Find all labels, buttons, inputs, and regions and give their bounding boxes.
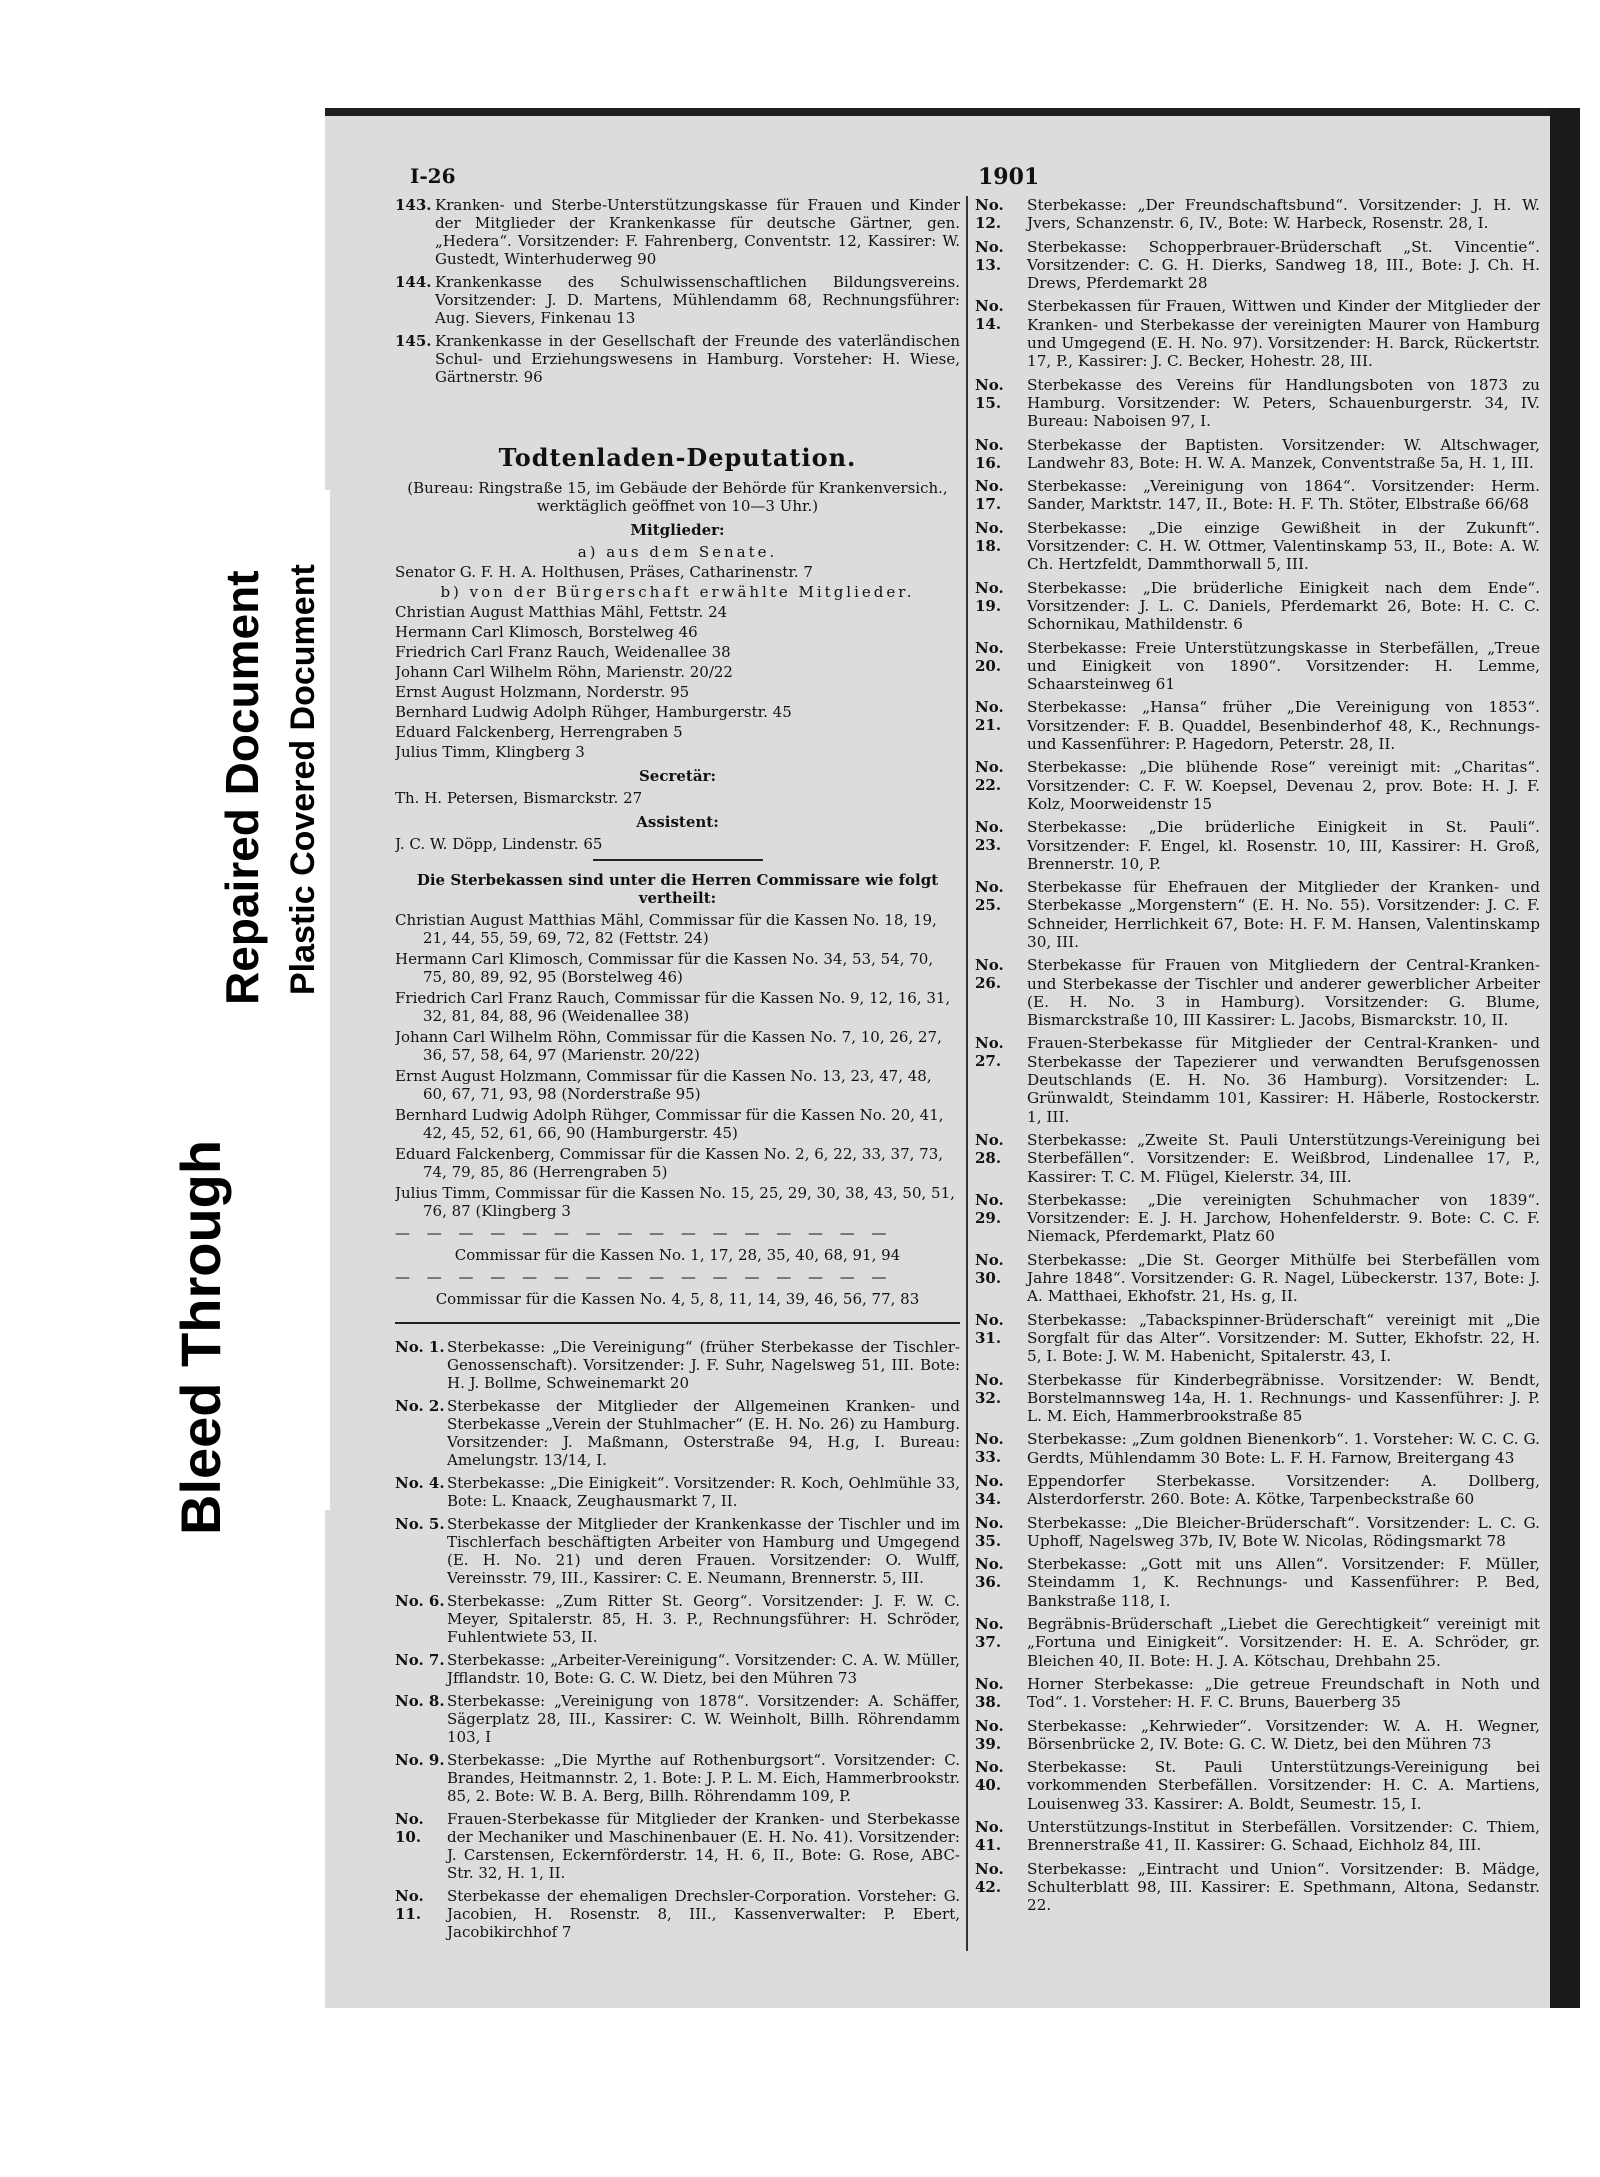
entry-text: Begräbnis-Brüderschaft „Liebet die Gerechtigkeit“ vereinigt mit „Fortuna und Einigkeit“. Vorsitzender: H. E. A. Schröder, gr. Bleichen 40, II. Bote: H. J. A. Kötschau, Drehbahn 25.: [1027, 1615, 1540, 1670]
left-top-entries: [395, 196, 960, 386]
list-entry: [975, 818, 1540, 873]
right-column: [975, 196, 1540, 1956]
list-entry: [395, 1515, 960, 1587]
entry-number: No. 13.: [975, 237, 1004, 274]
entry-text: Horner Sterbekasse: „Die getreue Freundschaft in Noth und Tod“. 1. Vorsteher: H. F. C. Bruns, Bauerberg 35: [1027, 1674, 1540, 1712]
list-entry: [975, 297, 1540, 370]
entry-text: Sterbekasse: „Die Vereinigung“ (früher Sterbekasse der Tischler-Genossenschaft). Vorsitzender: J. F. Suhr, Nagelsweg 51, III. Bote: H. J. Bollme, Schweinemarkt 20: [447, 1337, 960, 1392]
list-entry: [975, 376, 1540, 431]
entry-number: No. 7.: [395, 1650, 445, 1669]
commissioners-heading: Die Sterbekassen sind unter die Herren Commissare wie folgt vertheilt:: [416, 870, 939, 907]
entry-text: Sterbekasse: „Vereinigung von 1864“. Vorsitzender: Herm. Sander, Marktstr. 147, II., Bote: H. F. Th. Stöter, Elbstraße 66/68: [1027, 477, 1540, 514]
list-entry: [395, 1887, 960, 1941]
column-divider: [966, 196, 968, 1951]
entry-number: No. 20.: [975, 638, 1004, 675]
entry-number: No. 19.: [975, 578, 1004, 615]
left-kasse-entries: [395, 1338, 960, 1941]
list-entry: [395, 1474, 960, 1510]
entry-number: No. 35.: [975, 1513, 1004, 1550]
list-entry: [395, 1692, 960, 1746]
members-list: [395, 603, 960, 761]
list-entry: [975, 519, 1540, 574]
list-entry: [975, 1860, 1540, 1915]
right-kasse-entries: [975, 196, 1540, 1915]
entry-number: No. 5.: [395, 1514, 445, 1533]
entry-text: Sterbekasse: „Die brüderliche Einigkeit in St. Pauli“. Vorsitzender: F. Engel, kl. Rosenstr. 10, III, Kassirer: H. Groß, Brennerstr. 10, P.: [1027, 818, 1540, 873]
entry-number: No. 16.: [975, 435, 1004, 472]
entry-text: Sterbekasse: „Die St. Georger Mithülfe bei Sterbefällen vom Jahre 1848“. Vorsitzender: G. R. Nagel, Lübeckerstr. 137, Bote: J. A. Matthaei, Ekhofstr. 21, Hs. g, II.: [1027, 1250, 1540, 1306]
entry-text: Sterbekasse: „Die einzige Gewißheit in der Zukunft“. Vorsitzender: C. H. W. Ottmer, Valentinskamp 53, II., Bote: A. W. Ch. Hertzfeldt, Dammthorwall 5, III.: [1027, 518, 1540, 574]
list-entry: [975, 1251, 1540, 1306]
entry-number: No. 30.: [975, 1250, 1004, 1287]
entry-number: 143.: [395, 196, 432, 214]
members-heading: Mitglieder:: [630, 520, 725, 539]
commissioner-line: Bernhard Ludwig Adolph Rühger, Commissar für die Kassen No. 20, 41, 42, 45, 52, 61, 66, 90 (Hamburgerstr. 45): [395, 1105, 944, 1142]
commissioner-line: Julius Timm, Commissar für die Kassen No. 15, 25, 29, 30, 38, 43, 50, 51, 76, 87 (Klingberg 3: [395, 1183, 955, 1220]
entry-text: Sterbekasse: Schopperbrauer-Brüderschaft „St. Vincentie“. Vorsitzender: C. G. H. Dierks, Sandweg 18, III., Bote: J. Ch. H. Drews, Pferdemarkt 28: [1027, 237, 1540, 293]
list-entry: [975, 1472, 1540, 1509]
entry-number: No. 42.: [975, 1859, 1004, 1896]
commissioner-line: Ernst August Holzmann, Commissar für die Kassen No. 13, 23, 47, 48, 60, 67, 71, 93, 98 (Norderstraße 95): [395, 1066, 932, 1103]
assistant-heading: Assistent:: [636, 812, 719, 831]
entry-text: Sterbekasse der Mitglieder der Krankenkasse der Tischler und im Tischlerfach beschäftigten Arbeiter von Hamburg und Umgegend (E. H. No. 21) und deren Frauen. Vorsitzender: O. Wulff, Vereinsstr. 79, III., Kassirer: C. E. Neumann, Brennerstr. 5, III.: [447, 1514, 960, 1587]
member-line: Eduard Falckenberg, Herrengraben 5: [395, 722, 683, 741]
entry-text: Sterbekasse: St. Pauli Unterstützungs-Vereinigung bei vorkommenden Sterbefällen. Vorsitzender: H. C. A. Martiens, Louisenweg 33. Kassirer: A. Boldt, Seumestr. 15, I.: [1027, 1758, 1540, 1813]
repaired-document-label: Repaired Document: [216, 570, 268, 1005]
entry-number: No. 32.: [975, 1370, 1004, 1407]
entry-text: Frauen-Sterbekasse für Mitglieder der Central-Kranken- und Sterbekasse der Tapezierer und verwandten Berufsgenossen Deutschlands (E. H. No. 36 Hamburg). Vorsitzender: L. Grünwaldt, Steindamm 101, Kassirer: H. Häberle, Rostockerstr. 1, III.: [1027, 1034, 1540, 1126]
entry-text: Unterstützungs-Institut in Sterbefällen. Vorsitzender: C. Thiem, Brennerstraße 41, II. Kassirer: G. Schaad, Eichholz 84, III.: [1027, 1818, 1540, 1855]
commissioner-line: Friedrich Carl Franz Rauch, Commissar für die Kassen No. 9, 12, 16, 31, 32, 81, 84, 88, 96 (Weidenallee 38): [395, 988, 951, 1025]
entry-text: Sterbekasse: „Tabackspinner-Brüderschaft“ vereinigt mit „Die Sorgfalt für das Alter“. Vorsitzender: M. Sutter, Ekhofstr. 22, H. 5, I. Bote: J. W. M. Habenicht, Spitalerstr. 43, I.: [1027, 1310, 1540, 1366]
list-entry: [975, 878, 1540, 951]
entry-number: No. 39.: [975, 1716, 1004, 1753]
entry-number: No. 27.: [975, 1034, 1004, 1071]
commissioner-line: Johann Carl Wilhelm Röhn, Commissar für die Kassen No. 7, 10, 26, 27, 36, 57, 58, 64, 97 (Marienstr. 20/22): [395, 1027, 942, 1064]
list-entry: [395, 1651, 960, 1687]
entry-number: No. 28.: [975, 1130, 1004, 1167]
entry-text: Frauen-Sterbekasse für Mitglieder der Kranken- und Sterbekasse der Mechaniker und Maschinenbauer (E. H. No. 41). Vorsitzender: J. Carstensen, Eckernförderstr. 14, H. 6, II., Bote: G. Rose, ABC-Str. 32, H. 1, II.: [447, 1809, 960, 1882]
entry-text: Sterbekasse des Vereins für Handlungsboten von 1873 zu Hamburg. Vorsitzender: W. Peters, Schauenburgerstr. 34, IV. Bureau: Naboisen 97, I.: [1027, 375, 1540, 431]
list-entry: [975, 1191, 1540, 1246]
scan-top-margin: [0, 0, 1600, 52]
secretary-line: Th. H. Petersen, Bismarckstr. 27: [395, 788, 643, 807]
list-entry: [395, 1338, 960, 1392]
entry-text: Sterbekasse für Kinderbegräbnisse. Vorsitzender: W. Bendt, Borstelmannsweg 14a, H. 1. Rechnungs- und Kassenführer: J. P. L. M. Eich, Hammerbrookstraße 85: [1027, 1370, 1540, 1426]
page-number: I-26: [410, 164, 456, 188]
section-rule: [395, 1322, 960, 1324]
entry-text: Sterbekasse für Frauen von Mitgliedern der Central-Kranken- und Sterbekasse der Tischler und anderer gewerblicher Arbeiter (E. H. No. 3 in Hamburg). Vorsitzender: G. Blume, Bismarckstraße 10, III Kassirer: L. Jacobs, Bismarckstr. 10, II.: [1027, 956, 1540, 1030]
list-entry: [395, 1810, 960, 1882]
entry-number: No. 17.: [975, 477, 1004, 514]
list-entry: [975, 477, 1540, 514]
list-entry: [975, 1311, 1540, 1366]
list-entry: [975, 436, 1540, 473]
entry-text: Sterbekasse: „Die brüderliche Einigkeit nach dem Ende“. Vorsitzender: J. L. C. Daniels, Pferdemarkt 26, Bote: H. C. C. Schornikau, Mathildenstr. 6: [1027, 578, 1540, 634]
entry-text: Sterbekasse: „Eintracht und Union“. Vorsitzender: B. Mädge, Schulterblatt 98, III. Kassirer: E. Spethmann, Altona, Sedanstr. 22.: [1027, 1859, 1540, 1915]
entry-number: No. 36.: [975, 1555, 1004, 1592]
senate-heading: a) aus dem Senate.: [577, 542, 778, 561]
document-page: [355, 160, 1540, 1950]
list-entry: [975, 1034, 1540, 1125]
entry-number: No. 34.: [975, 1472, 1004, 1508]
citizens-heading: b) von der Bürgerschaft erwählte Mitglieder.: [440, 582, 915, 601]
member-line: Christian August Matthias Mähl, Fettstr. 24: [395, 602, 728, 621]
entry-number: No. 40.: [975, 1758, 1004, 1795]
entry-text: Sterbekassen für Frauen, Wittwen und Kinder der Mitglieder der Kranken- und Sterbekasse der vereinigten Maurer von Hamburg und Umgegend (E. H. No. 97). Vorsitzender: H. Barck, Rückertstr. 17, P., Kassirer: J. C. Becker, Hohestr. 28, III.: [1027, 297, 1540, 371]
list-entry: [395, 196, 960, 268]
list-entry: [975, 1371, 1540, 1426]
entry-text: Sterbekasse: „Zum Ritter St. Georg“. Vorsitzender: J. F. W. C. Meyer, Spitalerstr. 85, H. 3. P., Rechnungsführer: H. Schröder, Fuhlentwiete 53, II.: [447, 1591, 960, 1646]
member-line: Johann Carl Wilhelm Röhn, Marienstr. 20/22: [395, 662, 733, 681]
entry-number: No. 2.: [395, 1396, 445, 1415]
left-column: [395, 196, 960, 1956]
entry-text: Sterbekasse: „Gott mit uns Allen“. Vorsitzender: F. Müller, Steindamm 1, K. Rechnungs- und Kassenführer: P. Bed, Bankstraße 118, I.: [1027, 1555, 1540, 1610]
entry-number: No. 25.: [975, 878, 1004, 915]
page-year: 1901: [978, 164, 1040, 190]
entry-text: Sterbekasse: „Vereinigung von 1878“. Vorsitzender: A. Schäffer, Sägerplatz 28, III., Kassirer: C. W. Weinholt, Billh. Röhrendamm 103, I: [447, 1691, 960, 1746]
page-header: [410, 164, 1540, 194]
entry-text: Sterbekasse: „Die blühende Rose“ vereinigt mit: „Charitas“. Vorsitzender: C. F. W. Koepsel, Devenau 2, prov. Bote: H. J. F. Kolz, Moorweidenstr 15: [1027, 758, 1540, 813]
commissioner-line: Christian August Matthias Mähl, Commissar für die Kassen No. 18, 19, 21, 44, 55, 59, 69, 72, 82 (Fettstr. 24): [395, 910, 937, 947]
entry-text: Eppendorfer Sterbekasse. Vorsitzender: A. Dollberg, Alsterdorferstr. 260. Bote: A. Kötke, Tarpenbeckstraße 60: [1027, 1472, 1540, 1509]
list-entry: [975, 1717, 1540, 1754]
commissioners-list: [395, 911, 960, 1220]
entry-number: No. 33.: [975, 1430, 1004, 1467]
member-line: Friedrich Carl Franz Rauch, Weidenallee 38: [395, 642, 731, 661]
list-entry: [975, 1818, 1540, 1855]
senator-line: Senator G. F. H. A. Holthusen, Präses, Catharinenstr. 7: [395, 562, 813, 581]
entry-text: Sterbekasse für Ehefrauen der Mitglieder der Kranken- und Sterbekasse „Morgenstern“ (E. H. No. 55). Vorsitzender: J. C. F. Schneider, Herrlichkeit 67, Bote: H. F. M. Hansen, Valentinskamp 30, III.: [1027, 878, 1540, 951]
list-entry: [975, 1615, 1540, 1670]
entry-text: Kranken- und Sterbe-Unterstützungskasse für Frauen und Kinder der Mitglieder der Krankenkasse für deutsche Gärtner, gen. „Hedera“. Vorsitzender: F. Fahrenberg, Conventstr. 12, Kassirer: W. Gustedt, Winterhuderweg 90: [435, 196, 960, 268]
entry-number: No. 12.: [975, 196, 1004, 232]
entry-text: Krankenkasse des Schulwissenschaftlichen Bildungsvereins. Vorsitzender: J. D. Martens, Mühlendamm 68, Rechnungsführer: Aug. Sievers, Finkenau 13: [435, 273, 960, 327]
list-entry: [975, 1131, 1540, 1186]
entry-number: No. 6.: [395, 1591, 445, 1610]
entry-text: Sterbekasse: „Die Einigkeit“. Vorsitzender: R. Koch, Oehlmühle 33, Bote: L. Knaack, Zeughausmarkt 7, II.: [447, 1473, 960, 1510]
list-entry: [395, 1751, 960, 1805]
entry-text: Sterbekasse: „Kehrwieder“. Vorsitzender: W. A. H. Wegner, Börsenbrücke 2, IV. Bote: G. C. W. Dietz, bei den Mühren 73: [1027, 1716, 1540, 1753]
list-entry: [395, 1397, 960, 1469]
commissioner-line: Hermann Carl Klimosch, Commissar für die Kassen No. 34, 53, 54, 70, 75, 80, 89, 92, 95 (Borstelweg 46): [395, 949, 934, 986]
commissioner-line: Eduard Falckenberg, Commissar für die Kassen No. 2, 6, 22, 33, 37, 73, 74, 79, 85, 86 (Herrengraben 5): [395, 1144, 944, 1181]
plastic-covered-label: Plastic Covered Document: [284, 564, 322, 995]
list-entry: [395, 1592, 960, 1646]
list-entry: [975, 1430, 1540, 1467]
list-entry: [395, 273, 960, 327]
entry-number: 145.: [395, 332, 432, 350]
member-line: Hermann Carl Klimosch, Borstelweg 46: [395, 622, 698, 641]
short-rule: [593, 859, 763, 861]
entry-number: No. 41.: [975, 1818, 1004, 1855]
entry-number: No. 37.: [975, 1615, 1004, 1652]
entry-number: No. 11.: [395, 1886, 424, 1923]
assistant-line: J. C. W. Döpp, Lindenstr. 65: [395, 834, 603, 853]
entry-text: Sterbekasse: „Der Freundschaftsbund“. Vorsitzender: J. H. W. Jvers, Schanzenstr. 6, IV., Bote: W. Harbeck, Rosenstr. 28, I.: [1027, 196, 1540, 233]
entry-number: No. 18.: [975, 518, 1004, 555]
entry-number: No. 22.: [975, 758, 1004, 795]
bleed-through-label: Bleed Through: [169, 1139, 232, 1535]
list-entry: [975, 1758, 1540, 1813]
list-entry: [975, 238, 1540, 293]
entry-number: No. 21.: [975, 698, 1004, 735]
list-entry: [975, 956, 1540, 1029]
entry-text: Sterbekasse: „Zweite St. Pauli Unterstützungs-Vereinigung bei Sterbefällen“. Vorsitzender: E. Weißbrod, Lindenallee 17, P., Kassirer: T. C. M. Flügel, Kielerstr. 34, III.: [1027, 1130, 1540, 1186]
list-entry: [975, 196, 1540, 233]
entry-text: Sterbekasse: „Arbeiter-Vereinigung“. Vorsitzender: C. A. W. Müller, Jfflandstr. 10, Bote: G. C. W. Dietz, bei den Mühren 73: [447, 1650, 960, 1687]
entry-number: No. 9.: [395, 1750, 445, 1769]
entry-text: Sterbekasse der Baptisten. Vorsitzender: W. Altschwager, Landwehr 83, Bote: H. W. A. Manzek, Conventstraße 5a, H. 1, III.: [1027, 435, 1540, 472]
entry-number: No. 1.: [395, 1337, 445, 1356]
entry-text: Sterbekasse: „Die vereinigten Schuhmacher von 1839“. Vorsitzender: E. J. H. Jarchow, Hohenfelderstr. 9. Bote: C. C. F. Niemack, Pferdemarkt, Platz 60: [1027, 1190, 1540, 1246]
member-line: Bernhard Ludwig Adolph Rühger, Hamburgerstr. 45: [395, 702, 792, 721]
entry-text: Sterbekasse: „Zum goldnen Bienenkorb“. 1. Vorsteher: W. C. C. G. Gerdts, Mühlendamm 30 Bote: L. F. H. Farnow, Breitergang 43: [1027, 1430, 1540, 1467]
list-entry: [975, 579, 1540, 634]
list-entry: [975, 1555, 1540, 1610]
entry-number: No. 14.: [975, 297, 1004, 334]
entry-number: No. 38.: [975, 1674, 1004, 1711]
entry-text: Sterbekasse: Freie Unterstützungskasse in Sterbefällen, „Treue und Einigkeit von 1890“. Vorsitzender: H. Lemme, Schaarsteinweg 61: [1027, 638, 1540, 694]
entry-text: Sterbekasse der Mitglieder der Allgemeinen Kranken- und Sterbekasse „Verein der Stuhlmacher“ (E. H. No. 26) zu Hamburg. Vorsitzender: J. Maßmann, Osterstraße 94, H.g, I. Bureau: Amelungstr. 13/14, I.: [447, 1396, 960, 1469]
section-title: Todtenladen-Deputation.: [498, 443, 857, 472]
dash-line: — — — — — — — — — — — — — — — —: [395, 1223, 893, 1242]
entry-number: No. 31.: [975, 1310, 1004, 1347]
bureau-info: (Bureau: Ringstraße 15, im Gebäude der Behörde für Krankenversich., werktäglich geöffnet von 10—3 Uhr.): [407, 478, 948, 515]
entry-number: No. 15.: [975, 375, 1004, 412]
entry-text: Sterbekasse: „Hansa“ früher „Die Vereinigung von 1853“. Vorsitzender: F. B. Quaddel, Besenbinderhof 48, K., Rechnungs- und Kassenführer: P. Hagedorn, Peterstr. 28, II.: [1027, 698, 1540, 754]
dash-line: — — — — — — — — — — — — — — — —: [395, 1267, 893, 1286]
entry-text: Sterbekasse der ehemaligen Drechsler-Corporation. Vorsteher: G. Jacobien, H. Rosenstr. 8, III., Kassenverwalter: P. Ebert, Jacobikirchhof 7: [447, 1886, 960, 1941]
vacant-commissar-2: Commissar für die Kassen No. 4, 5, 8, 11, 14, 39, 46, 56, 77, 83: [435, 1289, 920, 1308]
list-entry: [975, 698, 1540, 753]
list-entry: [975, 1675, 1540, 1712]
entry-number: 144.: [395, 273, 432, 291]
secretary-heading: Secretär:: [638, 766, 717, 785]
entry-number: No. 10.: [395, 1809, 424, 1846]
list-entry: [975, 639, 1540, 694]
entry-text: Sterbekasse: „Die Bleicher-Brüderschaft“. Vorsitzender: L. C. G. Uphoff, Nagelsweg 37b, IV, Bote W. Nicolas, Rödingsmarkt 78: [1027, 1513, 1540, 1550]
entry-text: Sterbekasse: „Die Myrthe auf Rothenburgsort“. Vorsitzender: C. Brandes, Heitmannstr. 2, 1. Bote: J. P. L. M. Eich, Hammerbrookstr. 85, 2. Bote: W. B. A. Berg, Billh. Röhrendamm 109, P.: [447, 1750, 960, 1805]
entry-number: No. 26.: [975, 956, 1004, 993]
list-entry: [975, 1514, 1540, 1551]
list-entry: [395, 332, 960, 386]
entry-number: No. 8.: [395, 1691, 445, 1710]
list-entry: [975, 758, 1540, 813]
entry-number: No. 23.: [975, 818, 1004, 855]
vacant-commissar-1: Commissar für die Kassen No. 1, 17, 28, 35, 40, 68, 91, 94: [454, 1245, 901, 1264]
member-line: Julius Timm, Klingberg 3: [395, 742, 585, 761]
entry-text: Krankenkasse in der Gesellschaft der Freunde des vaterländischen Schul- und Erziehungswesens in Hamburg. Vorsteher: H. Wiese, Gärtnerstr. 96: [435, 332, 960, 386]
entry-number: No. 29.: [975, 1190, 1004, 1227]
entry-number: No. 4.: [395, 1473, 445, 1492]
member-line: Ernst August Holzmann, Norderstr. 95: [395, 682, 690, 701]
